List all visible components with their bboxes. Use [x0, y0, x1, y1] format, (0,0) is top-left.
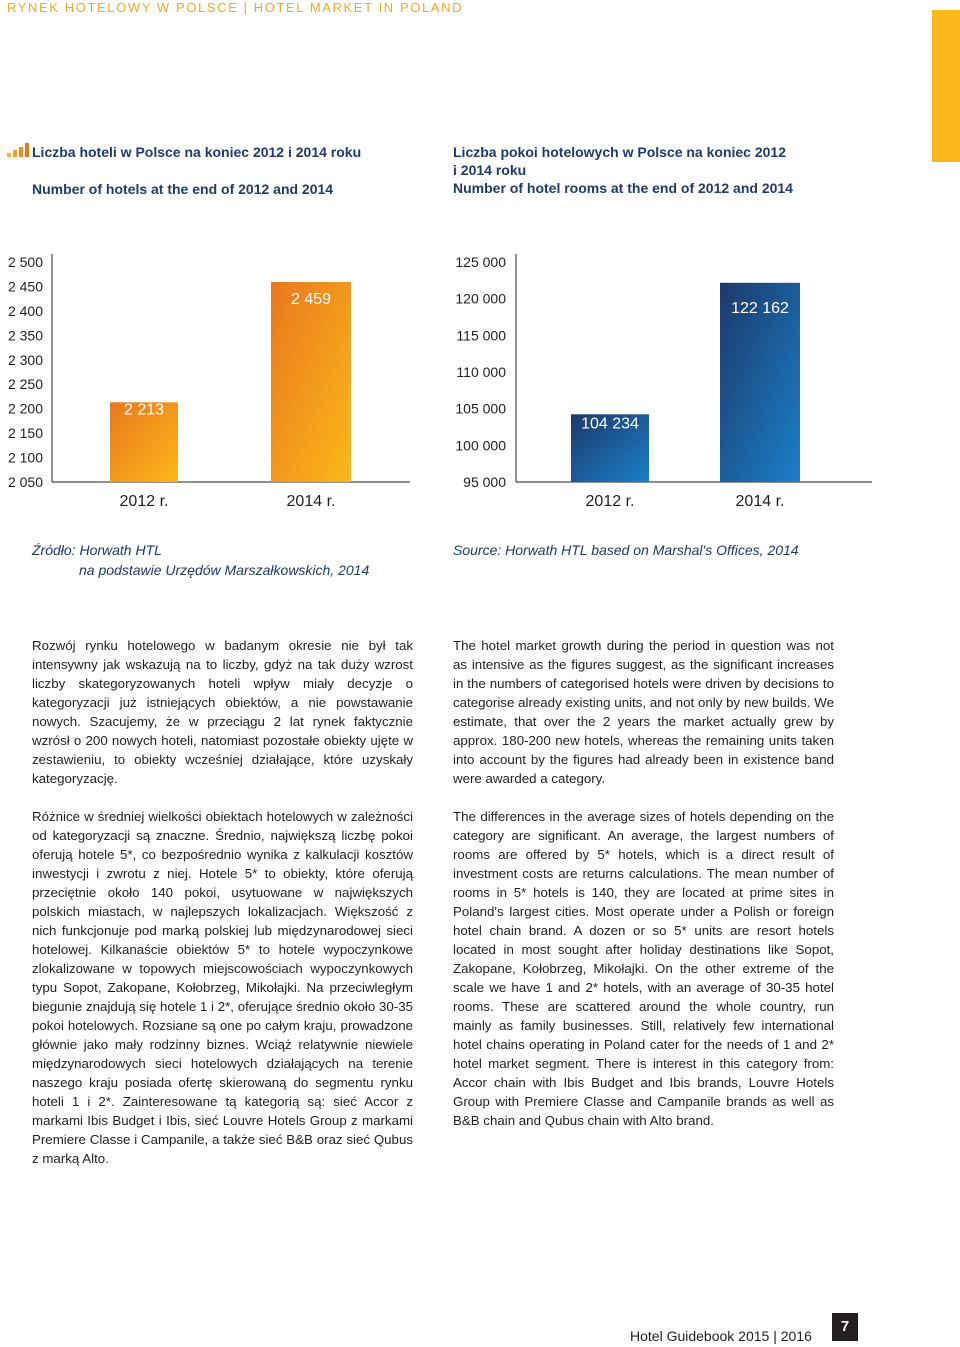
rooms-ytick-label: 110 000: [456, 364, 506, 380]
rooms-bar-chart: [455, 254, 872, 510]
hotels-ytick-label: 2 050: [7, 474, 43, 490]
hotels-ytick-label: 2 500: [7, 254, 43, 270]
right-chart-title-en: Number of hotel rooms at the end of 2012 and 2014: [453, 180, 793, 196]
body-pl-paragraph-1: Rozwój rynku hotelowego w badanym okresie nie był tak intensywny jak wskazują na to liczby, gdyż na tak duży wzrost liczby skategoryzowanych hoteli wpływ miały decyzje o kategoryzacji już istniejących obiektów, a nie powstawanie nowych. Szacujemy, że w przeciągu 2 lat rynek faktycznie wzrósł o 200 nowych hoteli, natomiast pozostałe obiekty ujęte w zestawieniu, to obiekty wcześniej działające, które uzyskały kategoryzację.: [32, 638, 413, 786]
hotels-ytick-label: 2 400: [7, 302, 43, 319]
page-number: 7: [832, 1313, 858, 1341]
hotels-ytick-label: 2 150: [7, 425, 43, 442]
hotels-ytick-label: 2 200: [7, 400, 43, 417]
left-chart-title: [32, 143, 412, 198]
rooms-ytick-label: 95 000: [463, 474, 506, 490]
body-pl-paragraph-2: Różnice w średniej wielkości obiektach hotelowych w zależności od kategoryzacji są znaczne. Średnio, największą liczbę pokoi oferują hotele 5*, co bezpośrednio wynika z kalkulacji kosztów inwestycji i zwrotu z niej. Hotele 5* to obiekty, które oferują przeciętnie około 140 pokoi, usytuowane w największych polskich miastach, w najlepszych lokalizacjach. Większość z nich funkcjonuje pod marką polskiej lub międzynarodowej sieci hotelowej. Kilkanaście obiektów 5* to hotele wypoczynkowe zlokalizowane w topowych miejscowościach wypoczynkowych typu Sopot, Zakopane, Kołobrzeg, Mikołajki. Na przeciwległym biegunie znajdują się hotele 1 i 2*, oferujące średnio około 30-35 pokoi hotelowych. Rozsiane są one po całym kraju, prowadzone głównie jako mały rodzinny biznes. Wciąż relatywnie niewiele międzynarodowych sieci hotelowych działających na terenie naszego kraju posiada ofertę skierowaną do segmentu rynku hoteli 1 i 2*. Zainteresowane tą kategorią są: sieć Accor z markami Ibis Budget i Ibis, sieć Louvre Hotels Group z markami Premiere Classe i Campanile, a także sieć B&B oraz sieć Qubus z marką Alto.: [32, 809, 413, 1166]
right-chart-title-pl-line2: i 2014 roku: [453, 162, 527, 178]
rooms-ytick-label: 105 000: [455, 400, 506, 417]
rooms-ytick-label: 125 000: [455, 254, 506, 270]
hotels-ytick-label: 2 300: [7, 351, 43, 368]
hotels-category-label: 2012 r.: [119, 493, 169, 510]
source-note-en: Source: Horwath HTL based on Marshal's Offices, 2014: [453, 542, 799, 558]
rooms-value-label: 122 162: [731, 299, 789, 317]
hotels-ytick-label: 2 250: [7, 376, 43, 393]
rooms-ytick-label: 100 000: [455, 437, 506, 454]
rooms-ytick-label: 120 000: [455, 290, 506, 307]
left-chart-title-en: Number of hotels at the end of 2012 and 2014: [32, 181, 334, 197]
source-pl-line1: Źródło: Horwath HTL: [32, 542, 162, 558]
hotels-ytick-label: 2 350: [7, 327, 43, 344]
bar-chart-icon: [7, 143, 29, 157]
hotels-bar-chart: [8, 254, 410, 510]
source-pl-line2: na podstawie Urzędów Marszałkowskich, 2014: [79, 562, 370, 578]
rooms-category-label: 2012 r.: [585, 493, 635, 510]
corner-accent-block: [932, 10, 960, 162]
footer-publication: Hotel Guidebook 2015 | 2016: [630, 1328, 812, 1344]
left-chart-title-pl: Liczba hoteli w Polsce na koniec 2012 i 2014 roku: [32, 144, 362, 160]
hotels-ytick-label: 2 100: [7, 449, 43, 466]
right-chart-title-pl-line1: Liczba pokoi hotelowych w Polsce na koniec 2012: [453, 144, 786, 160]
hotels-bar-2014: [271, 282, 351, 482]
source-note-pl: [32, 540, 392, 580]
rooms-ytick-label: 115 000: [456, 327, 506, 344]
hotels-category-label: 2014 r.: [286, 493, 336, 510]
rooms-category-label: 2014 r.: [735, 493, 785, 510]
body-en-paragraph-1: The hotel market growth during the period in question was not as intensive as the figures suggest, as the significant increases in the numbers of categorised hotels were driven by decisions to categorise already existing units, and not only by new builds. We estimate, that over the 2 years the market actually grew by approx. 180-200 new hotels, whereas the remaining units taken into account by the figures had already been in existence band were awarded a category.: [453, 638, 834, 786]
hotels-value-label: 2 213: [123, 401, 165, 419]
charts-area: [0, 240, 960, 530]
body-en-paragraph-2: The differences in the average sizes of hotels depending on the category are significant. An average, the largest numbers of rooms are offered by 5* hotels, which is a direct result of investment costs are returns calculations. The mean number of rooms in 5* hotels is 140, they are located at prime sites in Poland's largest cities. Most operate under a Polish or foreign hotel chain brand. A dozen or so 5* units are resort hotels located in most sought after holiday destinations like Sopot, Zakopane, Kołobrzeg, Mikołajki. On the other extreme of the scale we have 1 and 2* hotels, with an average of 30-35 hotel rooms. These are scattered around the whole country, run mainly as family businesses. Still, relatively few international hotel chains operating in Poland cater for the needs of 1 and 2* hotel market segment. There is interest in this category from: Accor chain with Ibis Budget and Ibis brands, Louvre Hotels Group with Premiere Classe and Campanile brands as well as B&B chain and Qubus chain with Alto brand.: [453, 809, 834, 1128]
hotels-ytick-label: 2 450: [7, 278, 43, 295]
right-chart-title: [453, 143, 853, 197]
running-header: RYNEK HOTELOWY W POLSCE | HOTEL MARKET IN POLAND: [7, 0, 464, 15]
hotels-value-label: 2 459: [290, 291, 332, 309]
rooms-value-label: 104 234: [581, 415, 639, 433]
